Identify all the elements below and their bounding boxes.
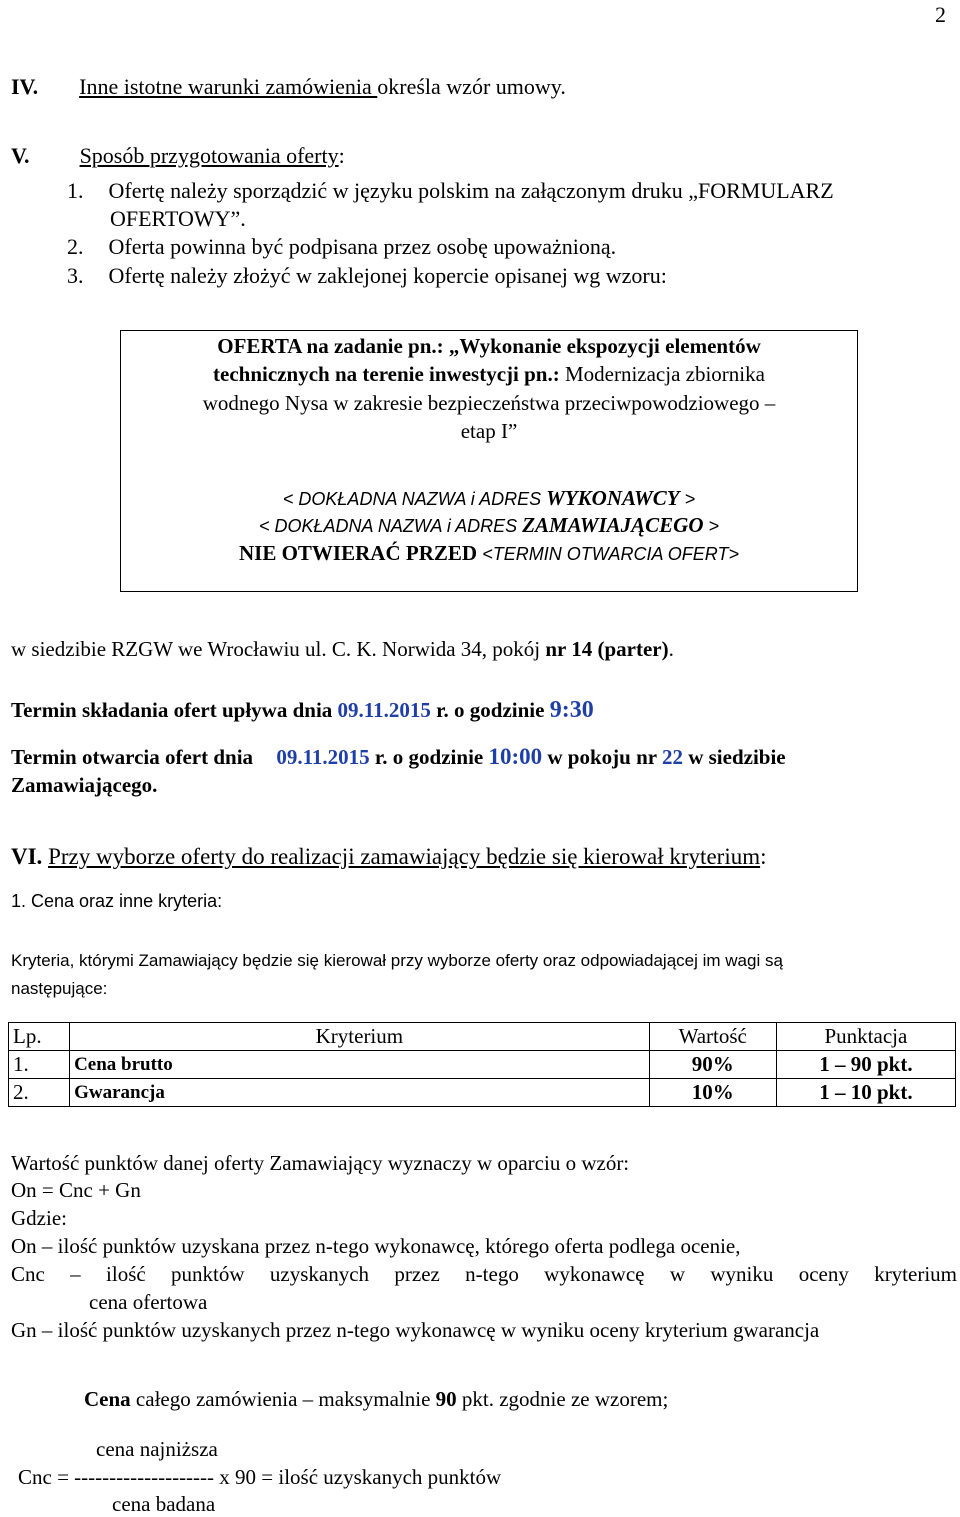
table-header-cell: Kryterium	[70, 1023, 650, 1051]
submission-location	[11, 637, 674, 662]
formula-where: Gdzie:	[11, 1206, 67, 1230]
envelope-contractor	[120, 486, 858, 511]
envelope-do-not-open-rest: <TERMIN OTWARCIA OFERT>	[482, 544, 739, 564]
list-item	[67, 178, 834, 204]
envelope-client	[120, 513, 858, 538]
table-header-cell: Wartość	[649, 1023, 776, 1051]
list-item-number: 1.	[67, 178, 84, 203]
envelope-line-2-rest: Modernizacja zbiornika	[559, 362, 765, 386]
criteria-description-line-2: następujące:	[11, 979, 108, 998]
deadline-time: 9:30	[549, 697, 594, 723]
price-statement-max: 90	[435, 1387, 457, 1411]
price-formula-numerator: cena najniższa	[96, 1437, 218, 1461]
opening-mid: r. o godzinie	[369, 745, 489, 769]
list-item-text: Oferta powinna być podpisana przez osobę upoważnioną.	[108, 234, 617, 259]
location-end: .	[668, 637, 674, 661]
envelope-contractor-prefix: < DOKŁADNA NAZWA i ADRES	[282, 489, 547, 509]
envelope-contractor-suffix: >	[679, 489, 696, 509]
deadline-mid: r. o godzinie	[430, 698, 550, 722]
envelope-do-not-open	[120, 541, 858, 566]
section-iv-rest: określa wzór umowy.	[377, 74, 566, 99]
criteria-item: 1. Cena oraz inne kryteria:	[11, 891, 223, 911]
opening-room: 22	[661, 745, 683, 769]
table-cell: 2.	[9, 1079, 70, 1107]
price-statement-text: całego zamówienia – maksymalnie	[130, 1387, 436, 1411]
formula-gn-definition: Gn – ilość punktów uzyskanych przez n-tego wykonawcę w wyniku oceny kryterium gwarancja	[11, 1318, 820, 1342]
formula-intro: Wartość punktów danej oferty Zamawiający wyznaczy w oparciu o wzór:	[11, 1151, 630, 1175]
location-text: w siedzibie RZGW we Wrocławiu ul. C. K. Norwida 34, pokój	[11, 637, 546, 661]
price-statement-end: pkt. zgodnie ze wzorem;	[456, 1387, 669, 1411]
list-item-number: 2.	[67, 234, 84, 259]
formula-equation: On = Cnc + Gn	[11, 1178, 141, 1202]
deadline-label: Termin składania ofert upływa dnia	[11, 698, 338, 722]
envelope-client-suffix: >	[703, 516, 720, 536]
section-vi-heading	[11, 844, 767, 870]
table-cell: 90%	[649, 1051, 776, 1079]
formula-cnc-definition-line-2: cena ofertowa	[89, 1290, 208, 1314]
section-iv-title: Inne istotne warunki zamówienia	[79, 74, 378, 99]
section-v-heading	[11, 143, 345, 169]
envelope-line-3: wodnego Nysa w zakresie bezpieczeństwa przeciwpowodziowego –	[202, 391, 776, 415]
formula-cnc-definition: Cnc – ilość punktów uzyskanych przez n-tego wykonawcę w wyniku oceny kryterium	[11, 1262, 957, 1286]
table-cell: 1 – 10 pkt.	[776, 1079, 955, 1107]
list-item-text: Ofertę należy sporządzić w języku polskim na załączonym druku „FORMULARZ	[108, 178, 834, 203]
opening-label: Termin otwarcia ofert dnia	[11, 745, 259, 769]
table-cell: 10%	[649, 1079, 776, 1107]
criteria-description-line-1: Kryteria, którymi Zamawiający będzie się kierował przy wyborze oferty oraz odpowiadającej im wagi są	[11, 951, 783, 970]
table-header-cell: Lp.	[9, 1023, 70, 1051]
price-formula-line: Cnc = -------------------- x 90 = ilość uzyskanych punktów	[18, 1465, 502, 1489]
envelope-line-2-bold: technicznych na terenie inwestycji pn.:	[213, 362, 560, 386]
envelope-line-4: etap I”	[460, 419, 518, 443]
opening-line-2: Zamawiającego.	[11, 773, 158, 797]
formula-on-definition: On – ilość punktów uzyskana przez n-tego wykonawcę, którego oferta podlega ocenie,	[11, 1234, 741, 1258]
section-vi-numeral: VI.	[11, 844, 43, 869]
envelope-do-not-open-bold: NIE OTWIERAĆ PRZED	[239, 541, 483, 565]
price-statement	[84, 1387, 668, 1412]
opening-date-value: 09.11.2015	[276, 745, 370, 769]
section-v-colon: :	[338, 143, 345, 168]
list-item	[67, 263, 667, 289]
price-formula-denominator: cena badana	[112, 1492, 216, 1516]
location-room: nr 14 (parter)	[545, 637, 669, 661]
envelope-line-2	[120, 362, 858, 387]
opening-date	[11, 744, 957, 770]
table-header-cell: Punktacja	[776, 1023, 955, 1051]
page-number: 2	[935, 2, 946, 27]
table-row	[9, 1079, 956, 1107]
opening-mid2: w pokoju nr	[542, 745, 662, 769]
section-v-numeral: V.	[11, 143, 30, 168]
section-iv-numeral: IV.	[11, 74, 39, 99]
list-item-continuation: OFERTOWY”.	[110, 206, 246, 231]
envelope-contractor-bold: WYKONAWCY	[546, 486, 680, 510]
table-cell: Cena brutto	[70, 1051, 650, 1079]
table-cell: 1.	[9, 1051, 70, 1079]
table-cell: 1 – 90 pkt.	[776, 1051, 955, 1079]
deadline-date: 09.11.2015	[337, 698, 431, 722]
price-statement-bold: Cena	[84, 1387, 131, 1411]
section-v-title: Sposób przygotowania oferty	[79, 143, 339, 168]
envelope-client-prefix: < DOKŁADNA NAZWA i ADRES	[258, 516, 523, 536]
table-header-row	[9, 1023, 956, 1051]
envelope-line-1: OFERTA na zadanie pn.: „Wykonanie ekspozycji elementów	[217, 334, 761, 358]
criteria-table	[8, 1022, 956, 1107]
opening-time: 10:00	[488, 744, 543, 769]
opening-end: w siedzibie	[682, 745, 786, 769]
envelope-client-bold: ZAMAWIAJĄCEGO	[522, 513, 704, 537]
section-vi-title: Przy wyborze oferty do realizacji zamawiający będzie się kierował kryterium	[48, 844, 761, 869]
section-iv-heading	[11, 74, 566, 100]
section-vi-colon: :	[760, 844, 767, 869]
submission-deadline	[11, 697, 594, 724]
list-item-number: 3.	[67, 263, 84, 288]
list-item-text: Ofertę należy złożyć w zaklejonej kopercie opisanej wg wzoru:	[108, 263, 667, 288]
table-row	[9, 1051, 956, 1079]
list-item	[67, 234, 616, 260]
table-cell: Gwarancja	[70, 1079, 650, 1107]
